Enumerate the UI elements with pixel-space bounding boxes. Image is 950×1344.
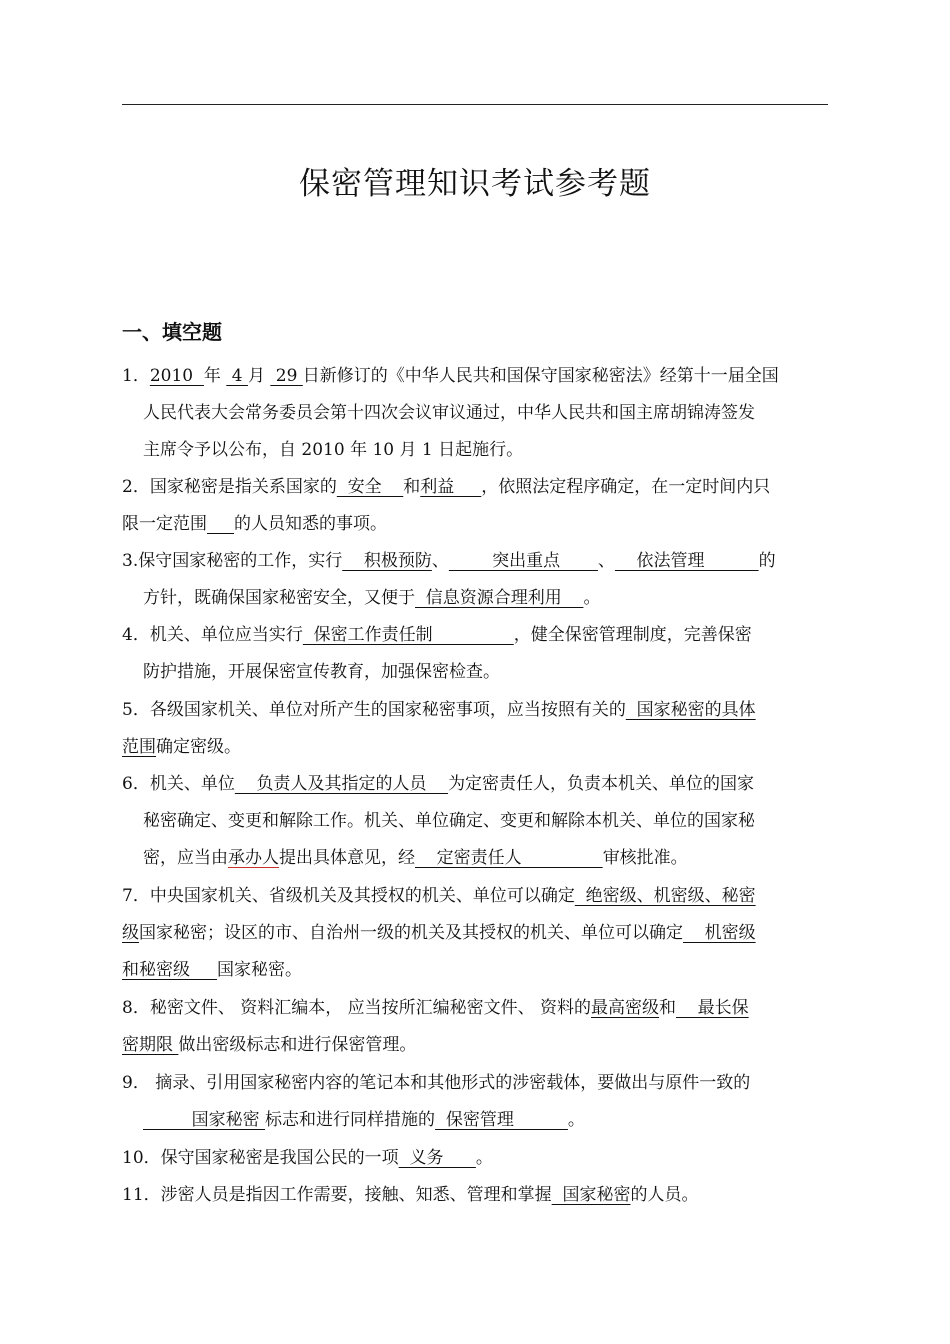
answer-blank: 利益 bbox=[420, 477, 482, 497]
answer-blank: 密期限 bbox=[122, 1035, 179, 1055]
blank-day: 29 bbox=[270, 366, 303, 386]
question-text: 月 bbox=[247, 366, 271, 386]
question-text: 、 bbox=[597, 551, 615, 571]
question-text: ，依照法定程序确定，在一定时间内只 bbox=[481, 477, 771, 497]
question-text: 10．保守国家秘密是我国公民的一项 bbox=[122, 1148, 399, 1168]
question-text: 8．秘密文件、 资料汇编本， 应当按所汇编秘密文件、 资料的 bbox=[122, 998, 592, 1018]
answer-blank: 机密级 bbox=[683, 923, 756, 943]
question-text: 标志和进行同样措施的 bbox=[265, 1110, 436, 1130]
header-rule bbox=[122, 104, 828, 105]
answer-blank: 国家秘密 bbox=[143, 1110, 266, 1130]
question-text: 人民代表大会常务委员会第十四次会议审议通过，中华人民共和国主席胡锦涛签发 bbox=[143, 403, 755, 423]
question-text: 的人员知悉的事项。 bbox=[234, 514, 388, 534]
question-3 bbox=[122, 543, 828, 617]
question-text: 。 bbox=[583, 588, 601, 608]
answer-blank-red: 承办人 bbox=[228, 848, 279, 868]
question-text: 限一定范围 bbox=[122, 514, 207, 534]
question-2 bbox=[122, 469, 828, 543]
answer-blank: 突出重点 bbox=[448, 551, 598, 571]
answer-blank: 保密管理 bbox=[435, 1110, 568, 1130]
question-text: 秘密确定、变更和解除工作。机关、单位确定、变更和解除本机关、单位的国家秘 bbox=[143, 811, 755, 831]
question-text: 年 bbox=[203, 366, 227, 386]
question-8 bbox=[122, 990, 828, 1064]
section-heading: 一、填空题 bbox=[122, 320, 222, 344]
question-11 bbox=[122, 1177, 828, 1214]
answer-blank: 依法管理 bbox=[614, 551, 759, 571]
answer-blank: 义务 bbox=[398, 1148, 476, 1168]
answer-blank: 负责人及其指定的人员 bbox=[234, 774, 449, 794]
answer-blank: 和秘密级 bbox=[122, 960, 218, 980]
question-text: 的人员。 bbox=[630, 1185, 699, 1205]
question-text: 防护措施，开展保密宣传教育，加强保密检查。 bbox=[143, 662, 500, 682]
question-7 bbox=[122, 878, 828, 989]
question-text: 4．机关、单位应当实行 bbox=[122, 625, 303, 645]
question-text: ，健全保密管理制度，完善保密 bbox=[513, 625, 752, 645]
blank-year: 2010 bbox=[149, 366, 204, 386]
question-text: 为定密责任人，负责本机关、单位的国家 bbox=[448, 774, 755, 794]
answer-blank: 绝密级、机密级、秘密 bbox=[574, 886, 756, 906]
question-text: 做出密级标志和进行保密管理。 bbox=[178, 1035, 417, 1055]
question-text: 2．国家秘密是指关系国家的 bbox=[122, 477, 337, 497]
question-text: 方针，既确保国家秘密安全，又便于 bbox=[143, 588, 415, 608]
question-5 bbox=[122, 692, 828, 766]
question-text: 提出具体意见，经 bbox=[279, 848, 415, 868]
answer-blank: 信息资源合理利用 bbox=[415, 588, 584, 608]
answer-blank: 国家秘密的具体 bbox=[625, 700, 756, 720]
answer-blank: 国家秘密 bbox=[551, 1185, 631, 1205]
question-text: 国家秘密。 bbox=[217, 960, 303, 980]
answer-blank: 最长保 bbox=[676, 998, 749, 1018]
question-text: 主席令予以公布，自 2010 年 10 月 1 日起施行。 bbox=[143, 440, 524, 460]
question-text: 11．涉密人员是指因工作需要，接触、知悉、管理和掌握 bbox=[122, 1185, 552, 1205]
question-text: 和 bbox=[659, 998, 677, 1018]
question-text: 密，应当由 bbox=[143, 848, 228, 868]
answer-blank: 保密工作责任制 bbox=[302, 625, 514, 645]
question-text: 9． 摘录、引用国家秘密内容的笔记本和其他形式的涉密载体，要做出与原件一致的 bbox=[122, 1073, 751, 1093]
question-text: 。 bbox=[475, 1148, 493, 1168]
question-text: 。 bbox=[567, 1110, 585, 1130]
answer-blank: 范围 bbox=[122, 737, 156, 757]
answer-blank: 安全 bbox=[336, 477, 404, 497]
question-text: 5．各级国家机关、单位对所产生的国家秘密事项，应当按照有关的 bbox=[122, 700, 626, 720]
question-9 bbox=[122, 1065, 828, 1139]
answer-blank: 级 bbox=[122, 923, 139, 943]
question-number: 1． bbox=[122, 366, 150, 386]
question-4 bbox=[122, 617, 828, 691]
question-text: 和 bbox=[403, 477, 421, 497]
question-text: 审核批准。 bbox=[602, 848, 688, 868]
answer-blank: 最高密级 bbox=[591, 998, 660, 1018]
question-text: 3.保守国家秘密的工作，实行 bbox=[122, 551, 343, 571]
question-text: 日新修订的《中华人民共和国保守国家秘密法》经第十一届全国 bbox=[302, 366, 779, 386]
question-text: 确定密级。 bbox=[156, 737, 241, 757]
question-10 bbox=[122, 1140, 828, 1177]
question-text: 的 bbox=[758, 551, 776, 571]
blank-month: 4 bbox=[226, 366, 248, 386]
question-text: 国家秘密；设区的市、自治州一级的机关及其授权的机关、单位可以确定 bbox=[139, 923, 683, 943]
answer-blank: 积极预防 bbox=[342, 551, 432, 571]
question-text: 7．中央国家机关、省级机关及其授权的机关、单位可以确定 bbox=[122, 886, 575, 906]
question-text: 、 bbox=[431, 551, 449, 571]
answer-blank: 定密责任人 bbox=[415, 848, 603, 868]
question-text: 6．机关、单位 bbox=[122, 774, 235, 794]
document-title: 保密管理知识考试参考题 bbox=[299, 166, 651, 202]
question-6 bbox=[122, 766, 828, 877]
question-1 bbox=[122, 358, 828, 469]
answer-blank bbox=[207, 514, 234, 534]
